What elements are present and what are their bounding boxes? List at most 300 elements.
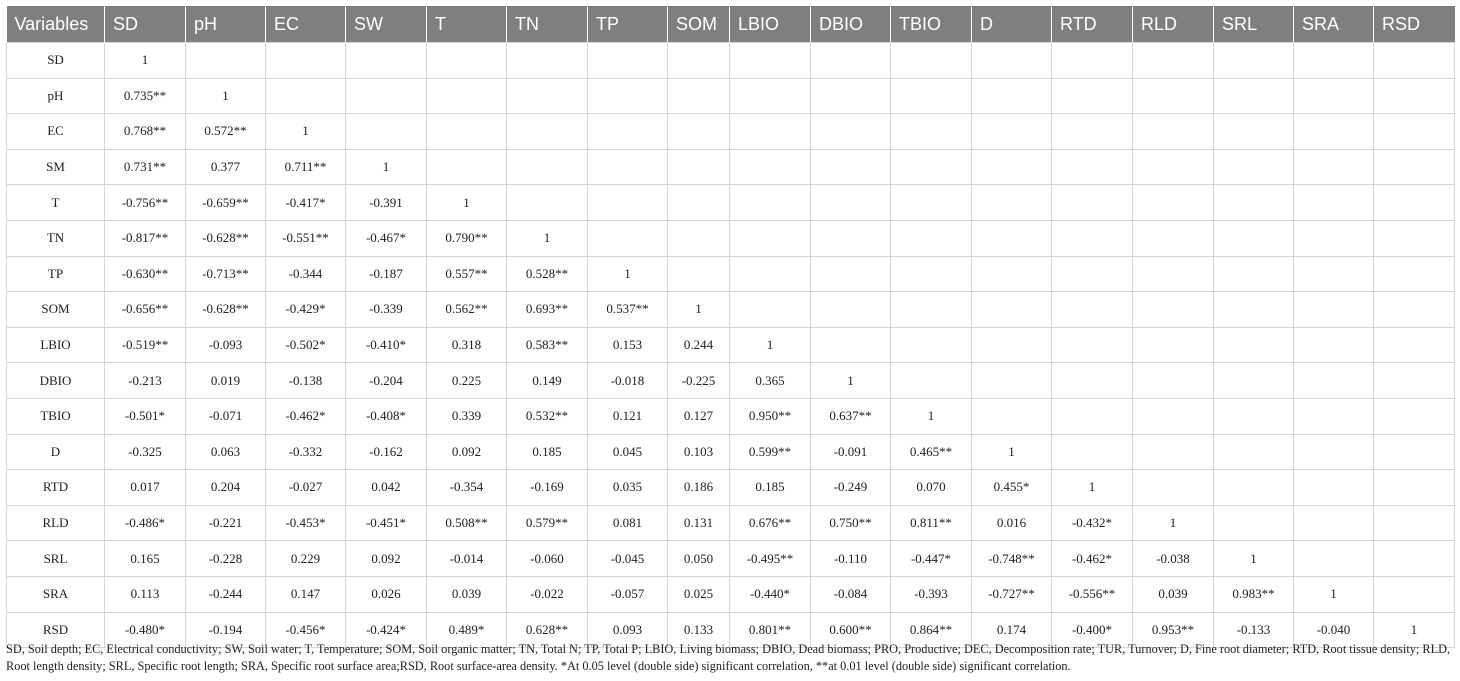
table-cell: -0.162 <box>346 434 427 470</box>
row-label: DBIO <box>7 363 105 399</box>
table-cell <box>972 220 1052 256</box>
table-cell: 1 <box>105 43 186 79</box>
table-cell: 1 <box>891 398 972 434</box>
table-cell <box>730 185 811 221</box>
table-cell: -0.501* <box>105 398 186 434</box>
table-cell <box>1374 576 1455 612</box>
table-cell <box>507 78 588 114</box>
table-cell <box>1374 327 1455 363</box>
table-cell <box>1133 327 1214 363</box>
table-cell <box>1052 292 1133 328</box>
table-row <box>7 541 1455 577</box>
column-header-srl: SRL <box>1214 6 1294 43</box>
table-cell: -0.440* <box>730 576 811 612</box>
table-cell: 0.121 <box>588 398 668 434</box>
table-cell <box>1294 185 1374 221</box>
table-cell: -0.228 <box>186 541 266 577</box>
column-header-tp: TP <box>588 6 668 43</box>
table-row <box>7 505 1455 541</box>
table-cell: -0.187 <box>346 256 427 292</box>
row-label: RLD <box>7 505 105 541</box>
table-cell: 0.186 <box>668 470 730 506</box>
table-cell <box>668 220 730 256</box>
table-row <box>7 576 1455 612</box>
column-header-sra: SRA <box>1294 6 1374 43</box>
table-cell <box>1214 327 1294 363</box>
table-cell: 0.147 <box>266 576 346 612</box>
table-cell <box>730 220 811 256</box>
table-cell <box>891 363 972 399</box>
table-cell: -0.817** <box>105 220 186 256</box>
table-cell: 1 <box>1374 612 1455 648</box>
table-cell: -0.432* <box>1052 505 1133 541</box>
table-cell: 0.811** <box>891 505 972 541</box>
table-cell: 0.045 <box>588 434 668 470</box>
table-cell <box>1214 505 1294 541</box>
row-label: T <box>7 185 105 221</box>
table-cell <box>891 327 972 363</box>
table-cell <box>1052 114 1133 150</box>
table-cell: 0.365 <box>730 363 811 399</box>
table-cell: -0.451* <box>346 505 427 541</box>
table-cell: -0.756** <box>105 185 186 221</box>
table-cell: 0.019 <box>186 363 266 399</box>
row-label: SOM <box>7 292 105 328</box>
table-row <box>7 327 1455 363</box>
table-cell <box>972 256 1052 292</box>
table-cell <box>811 43 891 79</box>
table-cell: -0.325 <box>105 434 186 470</box>
table-cell: -0.133 <box>1214 612 1294 648</box>
table-cell: -0.462* <box>266 398 346 434</box>
table-cell <box>1374 292 1455 328</box>
row-label: TBIO <box>7 398 105 434</box>
table-cell: 0.225 <box>427 363 507 399</box>
table-cell <box>891 185 972 221</box>
table-cell: 0.025 <box>668 576 730 612</box>
table-cell: 0.377 <box>186 149 266 185</box>
table-cell <box>811 114 891 150</box>
table-cell <box>1374 398 1455 434</box>
table-cell: 0.489* <box>427 612 507 648</box>
table-cell <box>730 292 811 328</box>
table-cell <box>1133 363 1214 399</box>
table-cell: -0.656** <box>105 292 186 328</box>
table-cell: 0.039 <box>1133 576 1214 612</box>
table-cell <box>730 78 811 114</box>
table-cell: -0.339 <box>346 292 427 328</box>
table-cell: -0.400* <box>1052 612 1133 648</box>
table-cell: 0.103 <box>668 434 730 470</box>
table-cell <box>1294 149 1374 185</box>
column-header-d: D <box>972 6 1052 43</box>
table-cell <box>1133 185 1214 221</box>
table-cell: 0.042 <box>346 470 427 506</box>
table-cell <box>972 149 1052 185</box>
table-cell: -0.225 <box>668 363 730 399</box>
table-cell: -0.424* <box>346 612 427 648</box>
table-cell: -0.045 <box>588 541 668 577</box>
table-cell: -0.071 <box>186 398 266 434</box>
table-cell <box>972 78 1052 114</box>
table-cell <box>1133 78 1214 114</box>
table-cell <box>972 43 1052 79</box>
table-cell <box>1294 43 1374 79</box>
table-cell: 0.081 <box>588 505 668 541</box>
row-label: EC <box>7 114 105 150</box>
table-cell <box>1214 185 1294 221</box>
table-cell <box>1374 43 1455 79</box>
table-cell: -0.221 <box>186 505 266 541</box>
column-header-variables: Variables <box>7 6 105 43</box>
table-cell: 1 <box>1052 470 1133 506</box>
table-cell: -0.519** <box>105 327 186 363</box>
table-cell: -0.486* <box>105 505 186 541</box>
table-row <box>7 434 1455 470</box>
table-cell <box>1214 220 1294 256</box>
table-cell <box>891 114 972 150</box>
table-cell: -0.462* <box>1052 541 1133 577</box>
table-row <box>7 220 1455 256</box>
table-cell <box>891 256 972 292</box>
table-cell <box>507 185 588 221</box>
table-cell <box>1052 327 1133 363</box>
table-cell: 0.790** <box>427 220 507 256</box>
table-cell <box>1214 43 1294 79</box>
table-cell: 0.039 <box>427 576 507 612</box>
table-cell <box>507 149 588 185</box>
table-row <box>7 43 1455 79</box>
table-cell <box>1052 256 1133 292</box>
column-header-sd: SD <box>105 6 186 43</box>
table-cell <box>972 114 1052 150</box>
column-header-tn: TN <box>507 6 588 43</box>
table-cell: 0.528** <box>507 256 588 292</box>
table-cell: -0.213 <box>105 363 186 399</box>
table-cell: -0.022 <box>507 576 588 612</box>
table-cell: -0.091 <box>811 434 891 470</box>
table-cell <box>266 78 346 114</box>
table-cell: 0.983** <box>1214 576 1294 612</box>
table-cell: -0.018 <box>588 363 668 399</box>
table-row <box>7 398 1455 434</box>
table-cell <box>1214 78 1294 114</box>
table-cell: 0.750** <box>811 505 891 541</box>
table-cell: -0.659** <box>186 185 266 221</box>
row-label: RTD <box>7 470 105 506</box>
table-cell <box>507 43 588 79</box>
table-cell <box>972 398 1052 434</box>
table-cell <box>1374 363 1455 399</box>
table-cell <box>1374 434 1455 470</box>
table-cell: 0.153 <box>588 327 668 363</box>
table-row <box>7 363 1455 399</box>
table-cell <box>1374 78 1455 114</box>
table-cell: -0.244 <box>186 576 266 612</box>
table-cell <box>1294 505 1374 541</box>
table-cell: 0.035 <box>588 470 668 506</box>
table-cell: -0.194 <box>186 612 266 648</box>
column-header-som: SOM <box>668 6 730 43</box>
table-cell: 0.339 <box>427 398 507 434</box>
table-cell: -0.093 <box>186 327 266 363</box>
table-cell <box>1374 505 1455 541</box>
table-cell <box>811 292 891 328</box>
table-row <box>7 78 1455 114</box>
table-cell <box>1294 470 1374 506</box>
table-cell <box>668 185 730 221</box>
table-cell <box>186 43 266 79</box>
table-cell: 1 <box>588 256 668 292</box>
table-body <box>7 43 1455 648</box>
table-cell: 0.229 <box>266 541 346 577</box>
table-cell <box>668 256 730 292</box>
table-cell: 1 <box>811 363 891 399</box>
table-cell: -0.713** <box>186 256 266 292</box>
table-cell: 0.318 <box>427 327 507 363</box>
table-cell <box>668 114 730 150</box>
table-cell <box>266 43 346 79</box>
table-row <box>7 149 1455 185</box>
table-cell <box>1214 470 1294 506</box>
table-cell: -0.628** <box>186 220 266 256</box>
table-cell: 0.572** <box>186 114 266 150</box>
correlation-table <box>6 6 1455 648</box>
table-cell <box>811 256 891 292</box>
table-cell <box>1294 220 1374 256</box>
column-header-dbio: DBIO <box>811 6 891 43</box>
table-cell <box>1374 470 1455 506</box>
table-cell: -0.040 <box>1294 612 1374 648</box>
table-cell: -0.138 <box>266 363 346 399</box>
table-cell <box>346 43 427 79</box>
table-cell <box>1214 434 1294 470</box>
table-cell: 0.599** <box>730 434 811 470</box>
row-label: pH <box>7 78 105 114</box>
table-cell: 1 <box>346 149 427 185</box>
table-cell <box>1214 292 1294 328</box>
table-cell: -0.495** <box>730 541 811 577</box>
table-cell <box>730 43 811 79</box>
table-cell: 0.693** <box>507 292 588 328</box>
table-cell: 0.864** <box>891 612 972 648</box>
table-cell: 1 <box>427 185 507 221</box>
table-cell <box>1294 114 1374 150</box>
table-cell: 0.165 <box>105 541 186 577</box>
table-cell: -0.551** <box>266 220 346 256</box>
row-label: SRL <box>7 541 105 577</box>
table-cell: -0.429* <box>266 292 346 328</box>
table-cell: 1 <box>507 220 588 256</box>
table-cell <box>1052 398 1133 434</box>
table-cell <box>811 327 891 363</box>
table-cell <box>730 114 811 150</box>
table-cell <box>972 292 1052 328</box>
table-cell <box>588 43 668 79</box>
table-cell: 0.768** <box>105 114 186 150</box>
table-cell: -0.727** <box>972 576 1052 612</box>
table-cell <box>1052 434 1133 470</box>
table-cell <box>427 78 507 114</box>
table-cell: -0.169 <box>507 470 588 506</box>
table-cell: 0.953** <box>1133 612 1214 648</box>
table-cell <box>1294 398 1374 434</box>
table-cell: -0.480* <box>105 612 186 648</box>
table-row <box>7 114 1455 150</box>
table-cell: -0.027 <box>266 470 346 506</box>
table-cell <box>588 78 668 114</box>
correlation-table-container <box>6 6 1454 648</box>
table-cell <box>1133 149 1214 185</box>
table-row <box>7 470 1455 506</box>
table-cell <box>972 185 1052 221</box>
table-cell: -0.467* <box>346 220 427 256</box>
table-cell <box>1052 43 1133 79</box>
table-cell: 1 <box>1133 505 1214 541</box>
table-cell <box>427 114 507 150</box>
row-label: D <box>7 434 105 470</box>
table-cell: 0.017 <box>105 470 186 506</box>
table-cell: -0.556** <box>1052 576 1133 612</box>
table-cell: 1 <box>1294 576 1374 612</box>
table-cell: 0.801** <box>730 612 811 648</box>
column-header-tbio: TBIO <box>891 6 972 43</box>
table-cell: 1 <box>266 114 346 150</box>
table-cell: 0.070 <box>891 470 972 506</box>
table-cell <box>1294 292 1374 328</box>
row-label: SD <box>7 43 105 79</box>
table-cell: -0.456* <box>266 612 346 648</box>
table-cell <box>668 149 730 185</box>
table-cell: 0.455* <box>972 470 1052 506</box>
table-cell: 1 <box>730 327 811 363</box>
table-cell: 0.557** <box>427 256 507 292</box>
table-cell: -0.502* <box>266 327 346 363</box>
table-cell <box>1133 292 1214 328</box>
table-cell <box>427 43 507 79</box>
table-cell <box>1052 78 1133 114</box>
table-cell: 0.600** <box>811 612 891 648</box>
table-cell <box>1214 363 1294 399</box>
table-cell: -0.354 <box>427 470 507 506</box>
table-cell: -0.393 <box>891 576 972 612</box>
table-row <box>7 256 1455 292</box>
table-cell: 0.127 <box>668 398 730 434</box>
table-cell <box>1052 185 1133 221</box>
table-cell <box>588 220 668 256</box>
table-cell: 1 <box>1214 541 1294 577</box>
table-cell <box>1133 470 1214 506</box>
table-cell: 0.711** <box>266 149 346 185</box>
table-cell <box>346 114 427 150</box>
table-cell <box>668 78 730 114</box>
table-cell: 0.731** <box>105 149 186 185</box>
table-cell <box>1374 220 1455 256</box>
table-cell <box>588 185 668 221</box>
table-cell: -0.249 <box>811 470 891 506</box>
table-cell <box>1374 114 1455 150</box>
table-cell: -0.110 <box>811 541 891 577</box>
table-cell <box>811 185 891 221</box>
table-cell: -0.057 <box>588 576 668 612</box>
table-cell <box>730 256 811 292</box>
row-label: TN <box>7 220 105 256</box>
column-header-ph: pH <box>186 6 266 43</box>
table-cell <box>730 149 811 185</box>
column-header-rld: RLD <box>1133 6 1214 43</box>
table-cell: 0.050 <box>668 541 730 577</box>
table-cell <box>891 43 972 79</box>
table-cell: 0.508** <box>427 505 507 541</box>
table-cell: 0.244 <box>668 327 730 363</box>
table-cell <box>891 149 972 185</box>
row-label: RSD <box>7 612 105 648</box>
table-row <box>7 185 1455 221</box>
table-cell: -0.204 <box>346 363 427 399</box>
table-cell: -0.748** <box>972 541 1052 577</box>
table-cell: 0.465** <box>891 434 972 470</box>
table-cell <box>811 78 891 114</box>
table-cell: 0.026 <box>346 576 427 612</box>
table-cell <box>1052 220 1133 256</box>
table-cell <box>346 78 427 114</box>
column-header-rtd: RTD <box>1052 6 1133 43</box>
table-cell <box>1374 149 1455 185</box>
table-cell: -0.630** <box>105 256 186 292</box>
table-cell <box>891 220 972 256</box>
table-cell: -0.453* <box>266 505 346 541</box>
table-cell: -0.417* <box>266 185 346 221</box>
table-cell: 0.131 <box>668 505 730 541</box>
row-label: LBIO <box>7 327 105 363</box>
table-cell: 0.092 <box>346 541 427 577</box>
table-cell: 0.133 <box>668 612 730 648</box>
table-cell: -0.628** <box>186 292 266 328</box>
row-label: TP <box>7 256 105 292</box>
table-cell: 0.204 <box>186 470 266 506</box>
table-cell: 0.735** <box>105 78 186 114</box>
table-cell: 0.185 <box>507 434 588 470</box>
table-cell <box>427 149 507 185</box>
column-header-lbio: LBIO <box>730 6 811 43</box>
table-cell: 0.583** <box>507 327 588 363</box>
table-cell <box>1294 78 1374 114</box>
table-cell <box>811 149 891 185</box>
table-footnote: SD, Soil depth; EC, Electrical conductivity; SW, Soil water; T, Temperature; SOM, Soil organic matter; TN, Total N; TP, Total P; LBIO, Living biomass; DBIO, Dead biomass; PRO, Productive; DEC, Decomposition rate; TUR, Turnover; D, Fine root diameter; RTD, Root tissue density; RLD, Root length density; SRL, Specific root length; SRA, Specific root surface area;RSD, Root surface-area density. *At 0.05 level (double side) significant correlation, **at 0.01 level (double side) significant correlation. <box>6 642 1451 673</box>
table-cell <box>507 114 588 150</box>
table-cell: 1 <box>186 78 266 114</box>
table-cell: -0.410* <box>346 327 427 363</box>
table-cell <box>1294 363 1374 399</box>
table-cell: -0.391 <box>346 185 427 221</box>
table-cell: -0.332 <box>266 434 346 470</box>
table-cell <box>1133 256 1214 292</box>
table-cell: 0.537** <box>588 292 668 328</box>
table-cell: 0.092 <box>427 434 507 470</box>
table-cell <box>1294 327 1374 363</box>
table-cell <box>1052 363 1133 399</box>
table-cell <box>1374 256 1455 292</box>
table-cell <box>891 78 972 114</box>
table-cell: 0.628** <box>507 612 588 648</box>
table-cell: 1 <box>972 434 1052 470</box>
table-header-row <box>7 6 1455 43</box>
table-cell <box>811 220 891 256</box>
table-cell: 0.562** <box>427 292 507 328</box>
table-cell <box>588 114 668 150</box>
table-cell: 0.174 <box>972 612 1052 648</box>
table-cell <box>1214 398 1294 434</box>
